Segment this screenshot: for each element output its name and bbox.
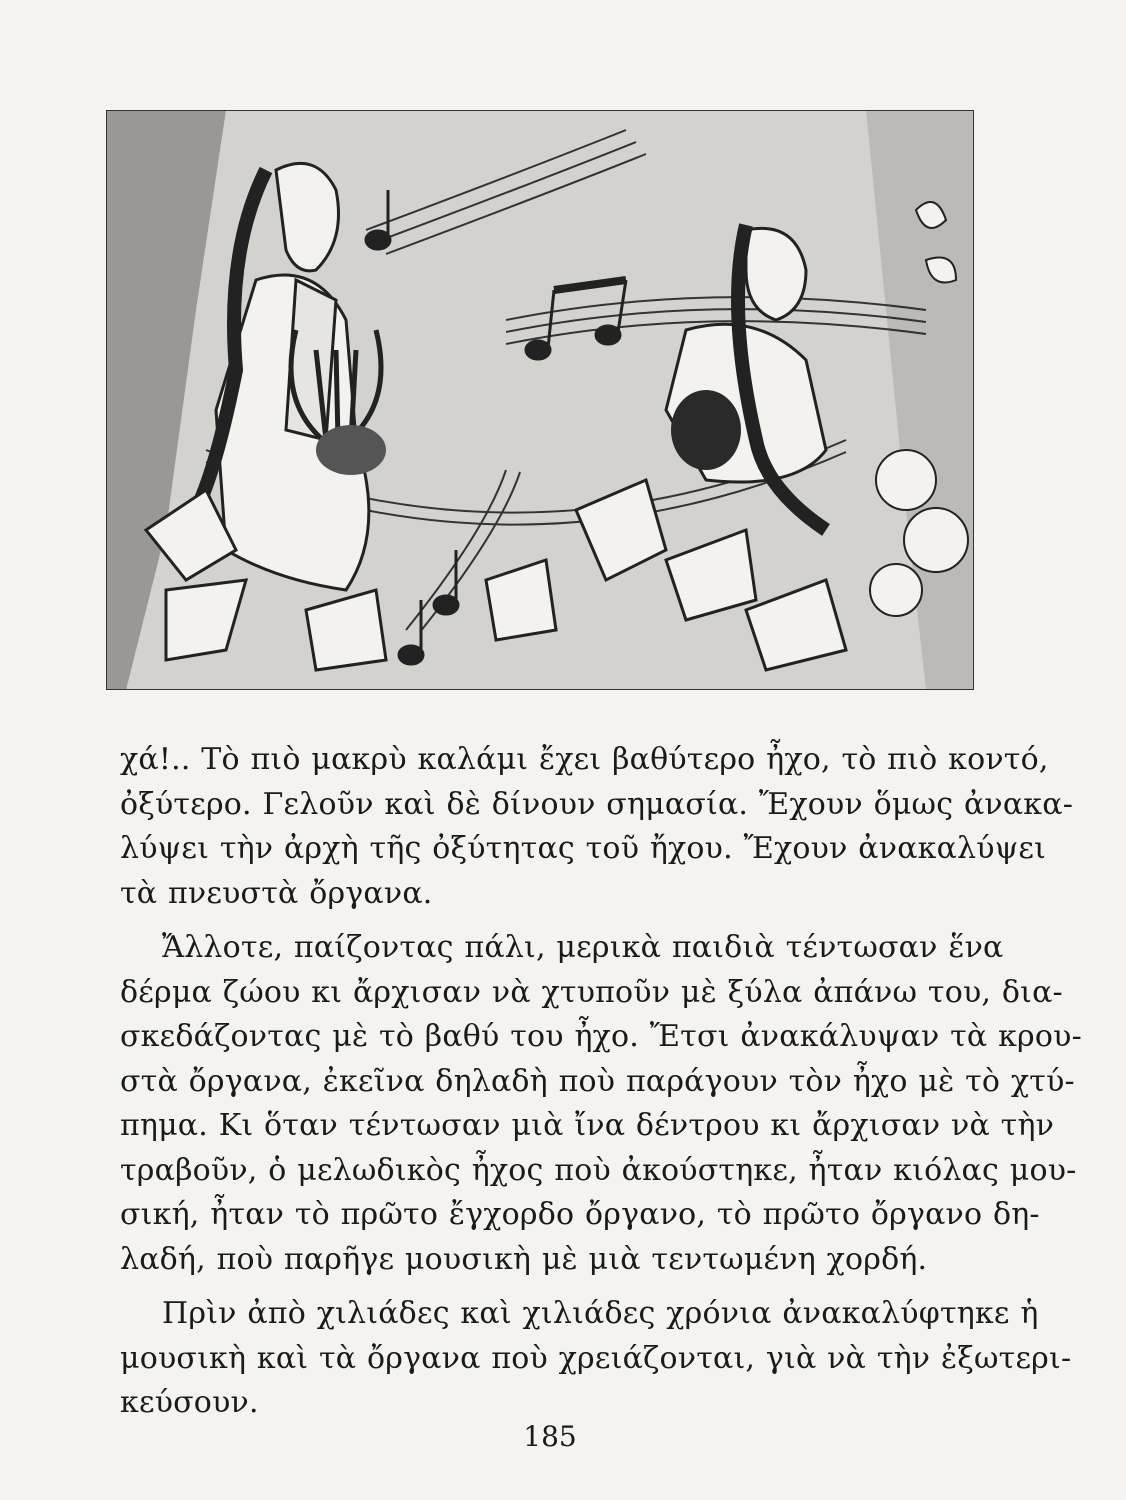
text-line: πημα. Κι ὅταν τέντωσαν μιὰ ἴνα δέντρου κι ἄρχισαν νὰ τὴν	[120, 1108, 1055, 1143]
text-line: τραβοῦν, ὁ μελωδικὸς ἦχος ποὺ ἀκούστηκε, ἦταν κιόλας μου-	[120, 1152, 1077, 1188]
text-line: λαδή, ποὺ παρῆγε μουσικὴ μὲ μιὰ τεντωμένη χορδή.	[120, 1241, 928, 1277]
paragraph-1	[120, 738, 1074, 916]
text-line: σκεδάζοντας μὲ τὸ βαθύ του ἦχο. Ἔτσι ἀνακάλυψαν τὰ κρου-	[120, 1019, 1082, 1054]
paragraph-3	[120, 1292, 1072, 1426]
text-line: λύψει τὴν ἀρχὴ τῆς ὀξύτητας τοῦ ἤχου. Ἔχουν ἀνακαλύψει	[120, 831, 1047, 866]
text-line: Ἄλλοτε, παίζοντας πάλι, μερικὰ παιδιὰ τέντωσαν ἕνα	[162, 930, 1004, 965]
text-line: δέρμα ζώου κι ἄρχισαν νὰ χτυποῦν μὲ ξύλα ἀπάνω του, δια-	[120, 974, 1063, 1010]
musicians-illustration	[106, 110, 974, 690]
text-line: τὰ πνευστὰ ὄργανα.	[120, 875, 433, 911]
page-number: 185	[523, 1420, 577, 1453]
text-line: ὀξύτερο. Γελοῦν καὶ δὲ δίνουν σημασία. Ἔχουν ὅμως ἀνακα-	[120, 786, 1074, 822]
text-line: κεύσουν.	[120, 1385, 259, 1420]
body-text	[120, 738, 1082, 1426]
text-line: σική, ἦταν τὸ πρῶτο ἔγχορδο ὄργανο, τὸ πρῶτο ὄργανο δη-	[120, 1197, 1040, 1232]
text-line: Πρὶν ἀπὸ χιλιάδες καὶ χιλιάδες χρόνια ἀνακαλύφτηκε ἡ	[162, 1296, 1039, 1331]
text-line: μουσικὴ καὶ τὰ ὄργανα ποὺ χρειάζονται, γιὰ νὰ τὴν ἐξωτερι-	[120, 1340, 1072, 1376]
text-line: χά!.. Τὸ πιὸ μακρὺ καλάμι ἔχει βαθύτερο ἦχο, τὸ πιὸ κοντό,	[120, 742, 1049, 777]
musicians-illustration-icon	[106, 110, 974, 690]
text-line: στὰ ὄργανα, ἐκεῖνα δηλαδὴ ποὺ παράγουν τὸν ἦχο μὲ τὸ χτύ-	[120, 1063, 1075, 1099]
paragraph-2	[120, 926, 1082, 1282]
